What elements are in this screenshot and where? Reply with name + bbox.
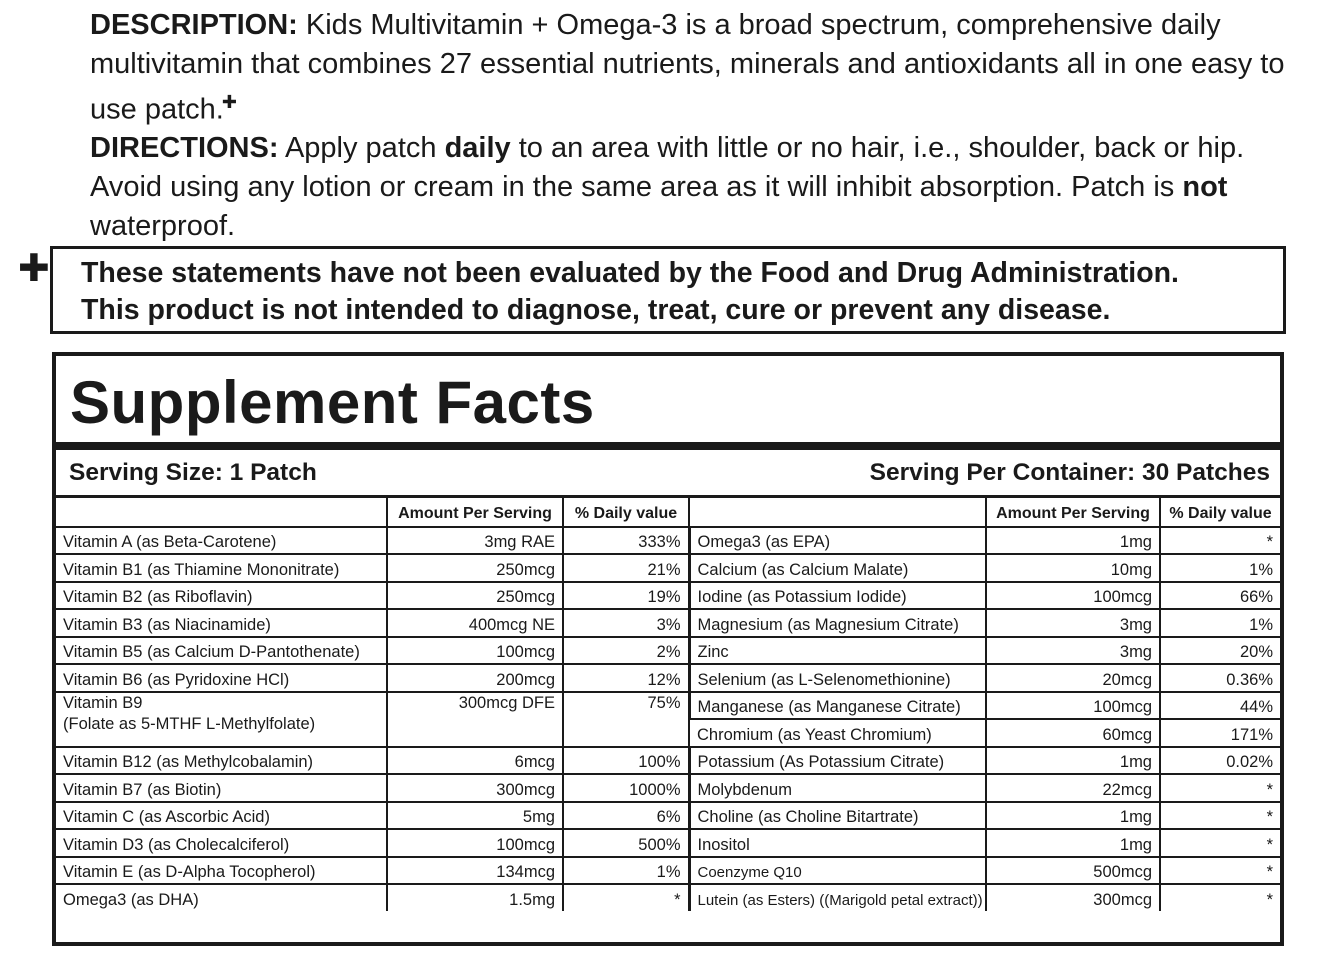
facts-title: Supplement Facts xyxy=(56,356,1280,450)
nutrient-daily-value: 2% xyxy=(563,637,689,665)
left-name-header xyxy=(56,498,387,527)
nutrient-name: Manganese (as Manganese Citrate) xyxy=(689,692,986,720)
nutrient-name xyxy=(56,692,387,747)
table-row xyxy=(56,637,1280,665)
nutrient-amount: 22mcg xyxy=(986,774,1160,802)
nutrient-daily-value: 1% xyxy=(1160,554,1280,582)
nutrient-daily-value: 1% xyxy=(1160,609,1280,637)
directions-text: waterproof. xyxy=(90,209,236,242)
nutrient-daily-value: 3% xyxy=(563,609,689,637)
nutrient-amount: 300mcg xyxy=(986,884,1160,911)
nutrient-amount: 10mg xyxy=(986,554,1160,582)
description-paragraph xyxy=(90,6,1290,129)
supplement-facts-panel xyxy=(52,352,1284,946)
nutrient-name: Vitamin D3 (as Cholecalciferol) xyxy=(56,829,387,857)
description-block xyxy=(90,6,1290,245)
left-amount-header: Amount Per Serving xyxy=(387,498,563,527)
table-row xyxy=(56,554,1280,582)
nutrient-name: Omega3 (as DHA) xyxy=(56,884,387,911)
nutrient-daily-value: 19% xyxy=(563,582,689,610)
nutrient-daily-value: 171% xyxy=(1160,719,1280,747)
nutrient-daily-value: 6% xyxy=(563,802,689,830)
nutrient-daily-value: 12% xyxy=(563,664,689,692)
table-row xyxy=(56,774,1280,802)
servings-per-container: Serving Per Container: 30 Patches xyxy=(869,458,1270,486)
nutrient-name: Vitamin B1 (as Thiamine Mononitrate) xyxy=(56,554,387,582)
table-row xyxy=(56,582,1280,610)
serving-info-row xyxy=(56,450,1280,498)
directions-label: DIRECTIONS: xyxy=(90,132,279,165)
nutrient-name: Magnesium (as Magnesium Citrate) xyxy=(689,609,986,637)
nutrient-name: Vitamin B3 (as Niacinamide) xyxy=(56,609,387,637)
nutrient-daily-value: 333% xyxy=(563,527,689,555)
serving-size: Serving Size: 1 Patch xyxy=(69,458,317,486)
directions-emphasis-not: not xyxy=(1182,171,1228,204)
nutrient-name: Iodine (as Potassium Iodide) xyxy=(689,582,986,610)
nutrient-name: Inositol xyxy=(689,829,986,857)
nutrient-amount: 3mg xyxy=(986,609,1160,637)
nutrient-amount: 250mcg xyxy=(387,554,563,582)
nutrient-amount: 20mcg xyxy=(986,664,1160,692)
nutrient-amount: 1.5mg xyxy=(387,884,563,911)
nutrient-name: Vitamin B6 (as Pyridoxine HCl) xyxy=(56,664,387,692)
nutrient-amount: 100mcg xyxy=(986,692,1160,720)
nutrient-daily-value: 1% xyxy=(563,857,689,885)
nutrient-amount: 100mcg xyxy=(387,637,563,665)
nutrient-name: Potassium (As Potassium Citrate) xyxy=(689,747,986,775)
description-label: DESCRIPTION: xyxy=(90,9,298,41)
nutrient-amount: 1mg xyxy=(986,829,1160,857)
nutrient-daily-value: * xyxy=(1160,527,1280,555)
disclaimer-line-1: These statements have not been evaluated by the Food and Drug Administration. xyxy=(81,257,1179,289)
nutrient-name: Vitamin B2 (as Riboflavin) xyxy=(56,582,387,610)
disclaimer-line-2: This product is not intended to diagnose, treat, cure or prevent any disease. xyxy=(81,294,1111,326)
fda-disclaimer xyxy=(50,246,1286,334)
table-row xyxy=(56,664,1280,692)
plus-mark-icon: ✚ xyxy=(221,92,237,113)
nutrient-name: Vitamin E (as D-Alpha Tocopherol) xyxy=(56,857,387,885)
nutrient-amount: 1mg xyxy=(986,527,1160,555)
table-row xyxy=(56,829,1280,857)
nutrient-amount: 60mcg xyxy=(986,719,1160,747)
nutrient-daily-value: 20% xyxy=(1160,637,1280,665)
nutrient-daily-value: 0.36% xyxy=(1160,664,1280,692)
nutrient-amount: 3mg xyxy=(986,637,1160,665)
nutrient-daily-value: * xyxy=(1160,884,1280,911)
nutrient-daily-value: 66% xyxy=(1160,582,1280,610)
nutrient-daily-value: 1000% xyxy=(563,774,689,802)
nutrient-daily-value: 21% xyxy=(563,554,689,582)
nutrient-amount: 134mcg xyxy=(387,857,563,885)
nutrient-name: Vitamin B7 (as Biotin) xyxy=(56,774,387,802)
nutrient-daily-value: 500% xyxy=(563,829,689,857)
plus-mark-icon: ✚ xyxy=(18,248,50,290)
table-row xyxy=(56,527,1280,555)
directions-text: Apply patch xyxy=(278,132,445,165)
nutrient-daily-value: * xyxy=(1160,802,1280,830)
nutrient-amount: 100mcg xyxy=(986,582,1160,610)
nutrient-amount: 400mcg NE xyxy=(387,609,563,637)
nutrient-amount: 300mcg DFE xyxy=(387,692,563,747)
nutrient-name: Calcium (as Calcium Malate) xyxy=(689,554,986,582)
nutrient-amount: 1mg xyxy=(986,747,1160,775)
nutrient-amount: 100mcg xyxy=(387,829,563,857)
nutrient-name: Vitamin B12 (as Methylcobalamin) xyxy=(56,747,387,775)
nutrient-amount: 250mcg xyxy=(387,582,563,610)
directions-emphasis-daily: daily xyxy=(444,132,511,165)
nutrient-name: Chromium (as Yeast Chromium) xyxy=(689,719,986,747)
nutrient-name: Vitamin B5 (as Calcium D-Pantothenate) xyxy=(56,637,387,665)
table-row xyxy=(56,857,1280,885)
directions-text: to an area with little or no hair, i.e., shoulder, back or hip. Avoid using any lotion or cream in the same area as it will inhibit absorption. Patch is xyxy=(90,132,1245,204)
nutrient-name: Vitamin A (as Beta-Carotene) xyxy=(56,527,387,555)
nutrient-name: Coenzyme Q10 xyxy=(689,857,986,885)
nutrient-name: Zinc xyxy=(689,637,986,665)
nutrient-name-line-2: (Folate as 5-MTHF L-Methylfolate) xyxy=(63,714,316,733)
nutrient-amount: 300mcg xyxy=(387,774,563,802)
nutrient-daily-value: 100% xyxy=(563,747,689,775)
directions-paragraph xyxy=(90,129,1290,245)
nutrient-amount: 200mcg xyxy=(387,664,563,692)
nutrient-amount: 3mg RAE xyxy=(387,527,563,555)
table-row xyxy=(56,692,1280,720)
nutrient-amount: 6mcg xyxy=(387,747,563,775)
nutrient-amount: 500mcg xyxy=(986,857,1160,885)
nutrient-name: Lutein (as Esters) ((Marigold petal extract)) xyxy=(689,884,986,911)
table-row xyxy=(56,802,1280,830)
description-text: Kids Multivitamin + Omega-3 is a broad spectrum, comprehensive daily multivitamin that combines 27 essential nutrients, minerals and antioxidants all in one easy to use patch. xyxy=(90,9,1285,126)
nutrient-name: Vitamin C (as Ascorbic Acid) xyxy=(56,802,387,830)
nutrient-daily-value: * xyxy=(1160,774,1280,802)
nutrient-daily-value: * xyxy=(563,884,689,911)
table-row xyxy=(56,747,1280,775)
table-header-row xyxy=(56,498,1280,527)
table-row xyxy=(56,609,1280,637)
nutrient-name: Choline (as Choline Bitartrate) xyxy=(689,802,986,830)
right-name-header xyxy=(689,498,986,527)
nutrient-daily-value: 75% xyxy=(563,692,689,747)
nutrient-name: Omega3 (as EPA) xyxy=(689,527,986,555)
nutrient-daily-value: * xyxy=(1160,829,1280,857)
nutrient-name: Selenium (as L-Selenomethionine) xyxy=(689,664,986,692)
left-dv-header: % Daily value xyxy=(563,498,689,527)
right-dv-header: % Daily value xyxy=(1160,498,1280,527)
nutrient-amount: 1mg xyxy=(986,802,1160,830)
nutrient-amount: 5mg xyxy=(387,802,563,830)
nutrient-name-line-1: Vitamin B9 xyxy=(63,693,143,712)
nutrient-table xyxy=(56,498,1280,911)
table-row xyxy=(56,884,1280,911)
nutrient-daily-value: 44% xyxy=(1160,692,1280,720)
nutrient-daily-value: * xyxy=(1160,857,1280,885)
nutrient-daily-value: 0.02% xyxy=(1160,747,1280,775)
right-amount-header: Amount Per Serving xyxy=(986,498,1160,527)
nutrient-name: Molybdenum xyxy=(689,774,986,802)
